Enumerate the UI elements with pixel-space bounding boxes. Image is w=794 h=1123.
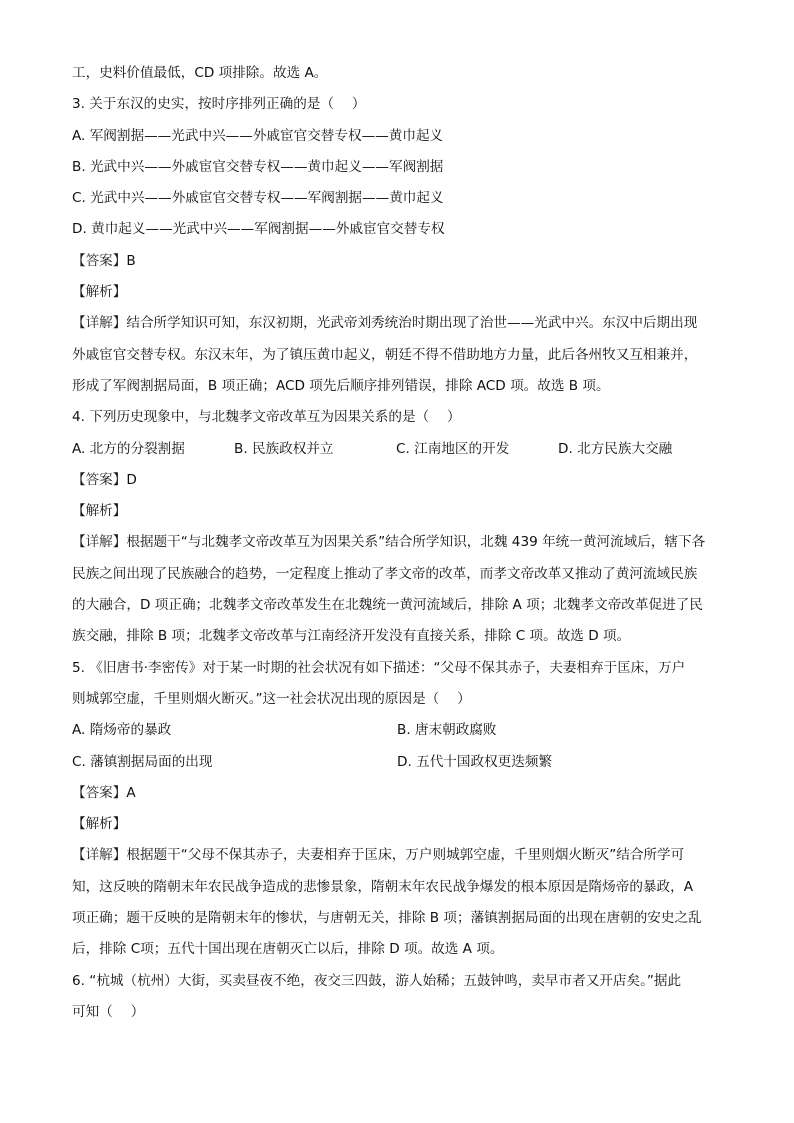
answer-value: D (126, 471, 137, 488)
detail-line: 【详解】根据题干“父母不保其赤子，夫妻相弃于匡床，万户则城郭空虚，千里则烟火断灭”结合所学可 (72, 847, 685, 864)
detail-tag: 【详解】 (72, 534, 127, 551)
detail-line: 项正确；题干反映的是隋朝末年的惨状，与唐朝无关，排除 B 项；藩镇割据局面的出现在唐朝的安史之乱 (72, 910, 702, 927)
options-row (72, 747, 722, 778)
detail-tag: 【详解】 (72, 315, 127, 332)
analysis-tag: 【解析】 (72, 816, 127, 833)
answer-value: B (126, 252, 136, 269)
detail-paragraph (72, 527, 722, 652)
detail-line: 形成了军阀割据局面，B 项正确；ACD 项先后顺序排列错误，排除 ACD 项。故选 B 项。 (72, 377, 610, 394)
question-5 (72, 653, 722, 966)
option-b: B. 民族政权并立 (234, 440, 334, 457)
analysis-tag: 【解析】 (72, 503, 127, 520)
option-d: D. 黄巾起义——光武中兴——军阀割据——外戚宦官交替专权 (72, 221, 445, 238)
detail-line: 族交融，排除 B 项；北魏孝文帝改革与江南经济开发没有直接关系，排除 C 项。故选 D 项。 (72, 628, 631, 645)
question-6 (72, 966, 722, 1029)
question-stem: 5. 《旧唐书·李密传》对于某一时期的社会状况有如下描述：“父母不保其赤子，夫妻相弃于匡床，万户 (72, 659, 686, 676)
answer-tag: 【答案】 (72, 252, 127, 269)
detail-line: 【详解】根据题干“与北魏孝文帝改革互为因果关系”结合所学知识，北魏 439 年统一黄河流域后，辖下各 (72, 534, 706, 551)
question-stem: 则城郭空虚，千里则烟火断灭。”这一社会状况出现的原因是（ ） (72, 690, 471, 707)
document-page (72, 58, 722, 1028)
analysis-tag: 【解析】 (72, 284, 127, 301)
option-c: C. 江南地区的开发 (396, 440, 510, 457)
detail-line: 民族之间出现了民族融合的趋势，一定程度上推动了孝文帝的改革，而孝文帝改革又推动了黄河流域民族 (72, 565, 698, 582)
detail-line: 的大融合，D 项正确；北魏孝文帝改革发生在北魏统一黄河流域后，排除 A 项；北魏孝文帝改革促进了民 (72, 597, 703, 614)
answer-tag: 【答案】 (72, 784, 127, 801)
options-row (72, 434, 722, 465)
detail-line: 后，排除 C项；五代十国出现在唐朝灭亡以后，排除 D 项。故选 A 项。 (72, 941, 504, 958)
option-a: A. 隋炀帝的暴政 (72, 722, 172, 739)
answer-line (72, 778, 722, 809)
detail-line: 【详解】结合所学知识可知，东汉初期，光武帝刘秀统治时期出现了治世——光武中兴。东汉中后期出现 (72, 315, 698, 332)
answer-tag: 【答案】 (72, 471, 127, 488)
detail-line: 知，这反映的隋朝末年农民战争造成的悲惨景象，隋朝末年农民战争爆发的根本原因是隋炀帝的暴政，A (72, 878, 694, 895)
q2-tail: 工，史料价值最低，CD 项排除。故选 A。 (72, 65, 328, 81)
option-b: B. 光武中兴——外戚宦官交替专权——黄巾起义——军阀割据 (72, 158, 444, 175)
option-c: C. 藩镇割据局面的出现 (72, 753, 213, 770)
question-stem: 3. 关于东汉的史实，按时序排列正确的是（ ） (72, 96, 366, 113)
option-b: B. 唐末朝政腐败 (397, 722, 497, 739)
detail-tag: 【详解】 (72, 847, 127, 864)
detail-line: 外戚宦官交替专权。东汉末年，为了镇压黄巾起义，朝廷不得不借助地方力量，此后各州牧又互相兼并， (72, 346, 698, 363)
answer-line (72, 246, 722, 277)
answer-value: A (126, 784, 136, 801)
answer-line (72, 465, 722, 496)
option-d: D. 北方民族大交融 (558, 440, 673, 457)
options-row (72, 715, 722, 746)
question-stem: 6. “杭城（杭州）大街，买卖昼夜不绝，夜交三四鼓，游人始稀；五鼓钟鸣，卖早市者又开店矣。”据此 (72, 972, 682, 989)
option-c: C. 光武中兴——外戚宦官交替专权——军阀割据——黄巾起义 (72, 190, 444, 207)
detail-paragraph (72, 840, 722, 965)
detail-paragraph (72, 308, 722, 402)
option-a: A. 北方的分裂割据 (72, 440, 185, 457)
question-stem: 可知（ ） (72, 1003, 145, 1020)
question-4 (72, 402, 722, 652)
option-d: D. 五代十国政权更迭频繁 (397, 753, 553, 770)
question-3 (72, 89, 722, 402)
option-a: A. 军阀割据——光武中兴——外戚宦官交替专权——黄巾起义 (72, 127, 444, 144)
question-stem: 4. 下列历史现象中，与北魏孝文帝改革互为因果关系的是（ ） (72, 409, 461, 426)
